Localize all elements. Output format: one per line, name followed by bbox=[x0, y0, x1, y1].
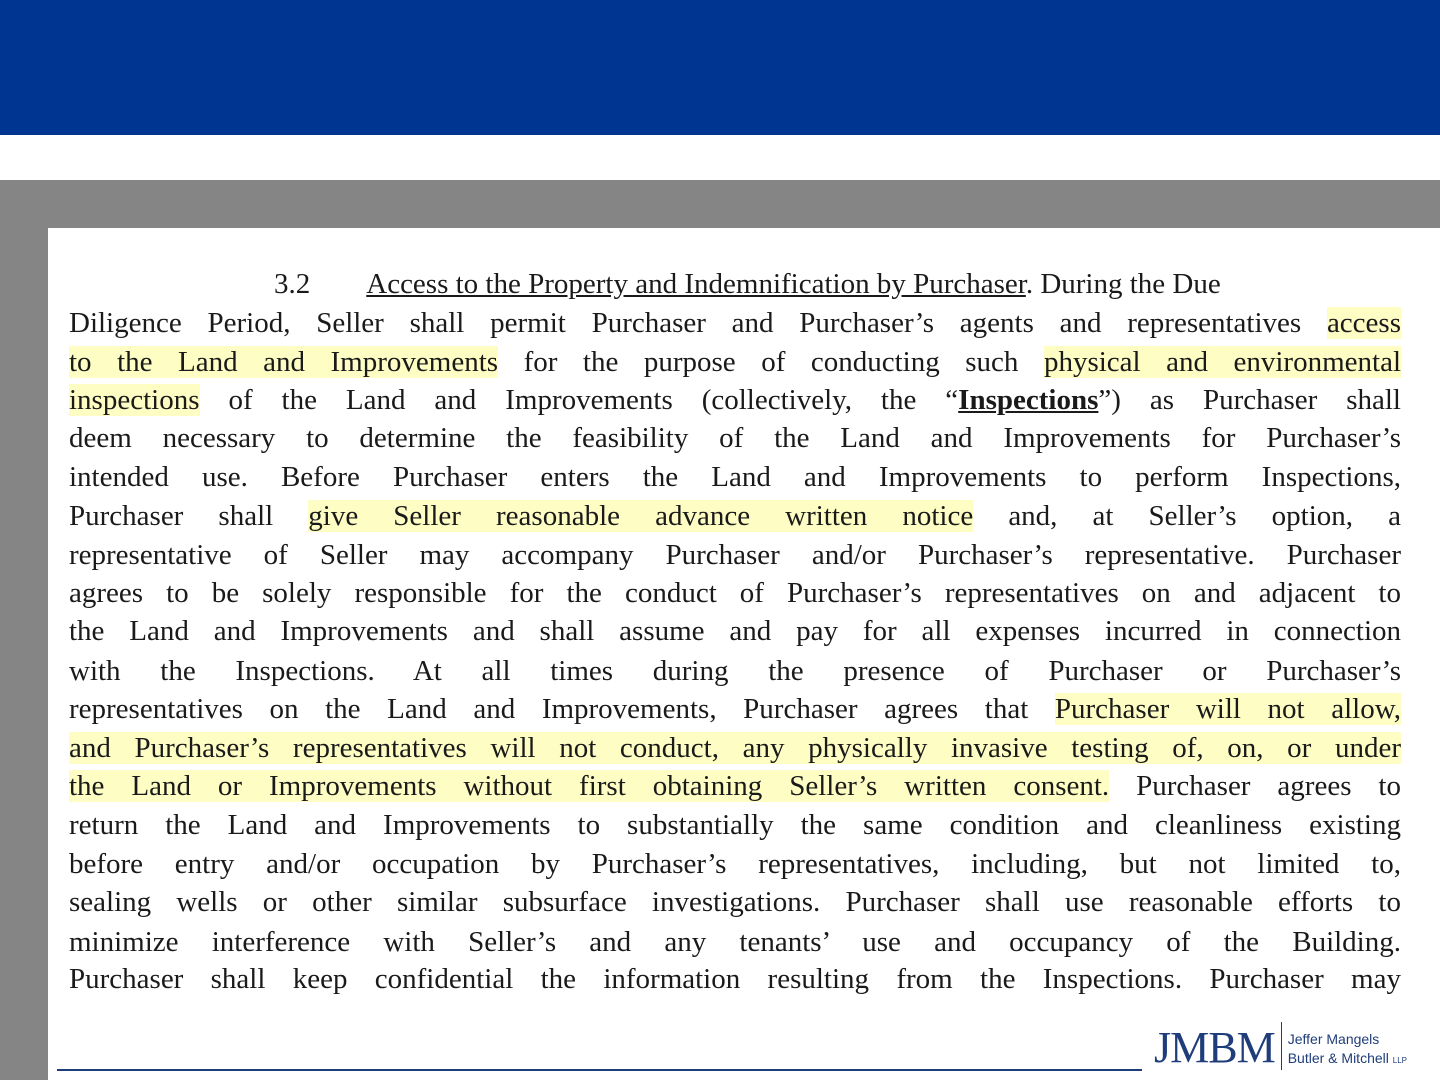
highlight: physical and environmental bbox=[1043, 346, 1401, 378]
clause-line-18: minimize interference with Seller’s and any tenants’ use and occupancy of the Building. bbox=[69, 926, 1401, 958]
clause-line-8: representative of Seller may accompany Purchaser and/or Purchaser’s representative. Purchaser bbox=[69, 539, 1401, 571]
clause-line-2: Diligence Period, Seller shall permit Purchaser and Purchaser’s agents and representatives access bbox=[69, 307, 1401, 339]
clause-line-11: with the Inspections. At all times during the presence of Purchaser or Purchaser’s bbox=[69, 655, 1401, 687]
firm-logo bbox=[1154, 1022, 1407, 1070]
highlight: to the Land and Improvements bbox=[69, 346, 499, 378]
defined-term: Inspections bbox=[958, 384, 1099, 416]
logo-divider bbox=[1281, 1022, 1282, 1070]
clause-line-1: 3.2 Access to the Property and Indemnification by Purchaser. During the Due bbox=[274, 268, 1221, 300]
clause-line-15: return the Land and Improvements to substantially the same condition and cleanliness existing bbox=[69, 809, 1401, 841]
clause-line-14: the Land or Improvements without first obtaining Seller’s written consent. Purchaser agrees to bbox=[69, 770, 1401, 802]
logo-firm-name: Jeffer Mangels Butler & Mitchell LLP bbox=[1287, 1031, 1407, 1066]
highlight: inspections bbox=[69, 384, 200, 416]
highlight: Purchaser will not allow, bbox=[1054, 693, 1402, 725]
clause-line-3: to the Land and Improvements for the purpose of conducting such physical and environmental bbox=[69, 346, 1401, 378]
clause-line-5: deem necessary to determine the feasibility of the Land and Improvements for Purchaser’s bbox=[69, 422, 1401, 454]
clause-number: 3.2 bbox=[274, 268, 311, 300]
clause-line-17: sealing wells or other similar subsurface investigations. Purchaser shall use reasonable efforts to bbox=[69, 886, 1401, 918]
clause-line-9: agrees to be solely responsible for the conduct of Purchaser’s representatives on and adjacent to bbox=[69, 577, 1401, 609]
highlight: give Seller reasonable advance written notice bbox=[308, 500, 974, 532]
clause-line-16: before entry and/or occupation by Purchaser’s representatives, including, but not limited to, bbox=[69, 848, 1401, 880]
clause-line-4: inspections of the Land and Improvements (collectively, the “Inspections”) as Purchaser shall bbox=[69, 384, 1401, 416]
clause-line-7: Purchaser shall give Seller reasonable advance written notice and, at Seller’s option, a bbox=[69, 500, 1401, 532]
clause-line-13 bbox=[69, 731, 1401, 765]
highlight: the Land or Improvements without first obtaining Seller’s written consent. bbox=[69, 770, 1110, 802]
clause-heading: Access to the Property and Indemnification by Purchaser bbox=[366, 268, 1026, 300]
clause-line-6: intended use. Before Purchaser enters the Land and Improvements to perform Inspections, bbox=[69, 461, 1401, 493]
clause-line-19: Purchaser shall keep confidential the information resulting from the Inspections. Purchaser may bbox=[69, 963, 1401, 995]
header-bar bbox=[0, 0, 1440, 135]
highlight: and Purchaser’s representatives will not conduct, any physically invasive testing of, on, or under bbox=[69, 732, 1401, 764]
clause-line-12: representatives on the Land and Improvements, Purchaser agrees that Purchaser will not allow, bbox=[69, 693, 1402, 725]
logo-mark: JMBM bbox=[1154, 1023, 1275, 1072]
footer-rule bbox=[57, 1069, 1142, 1071]
highlight: access bbox=[1326, 307, 1401, 339]
clause-line-10: the Land and Improvements and shall assume and pay for all expenses incurred in connection bbox=[69, 615, 1401, 647]
